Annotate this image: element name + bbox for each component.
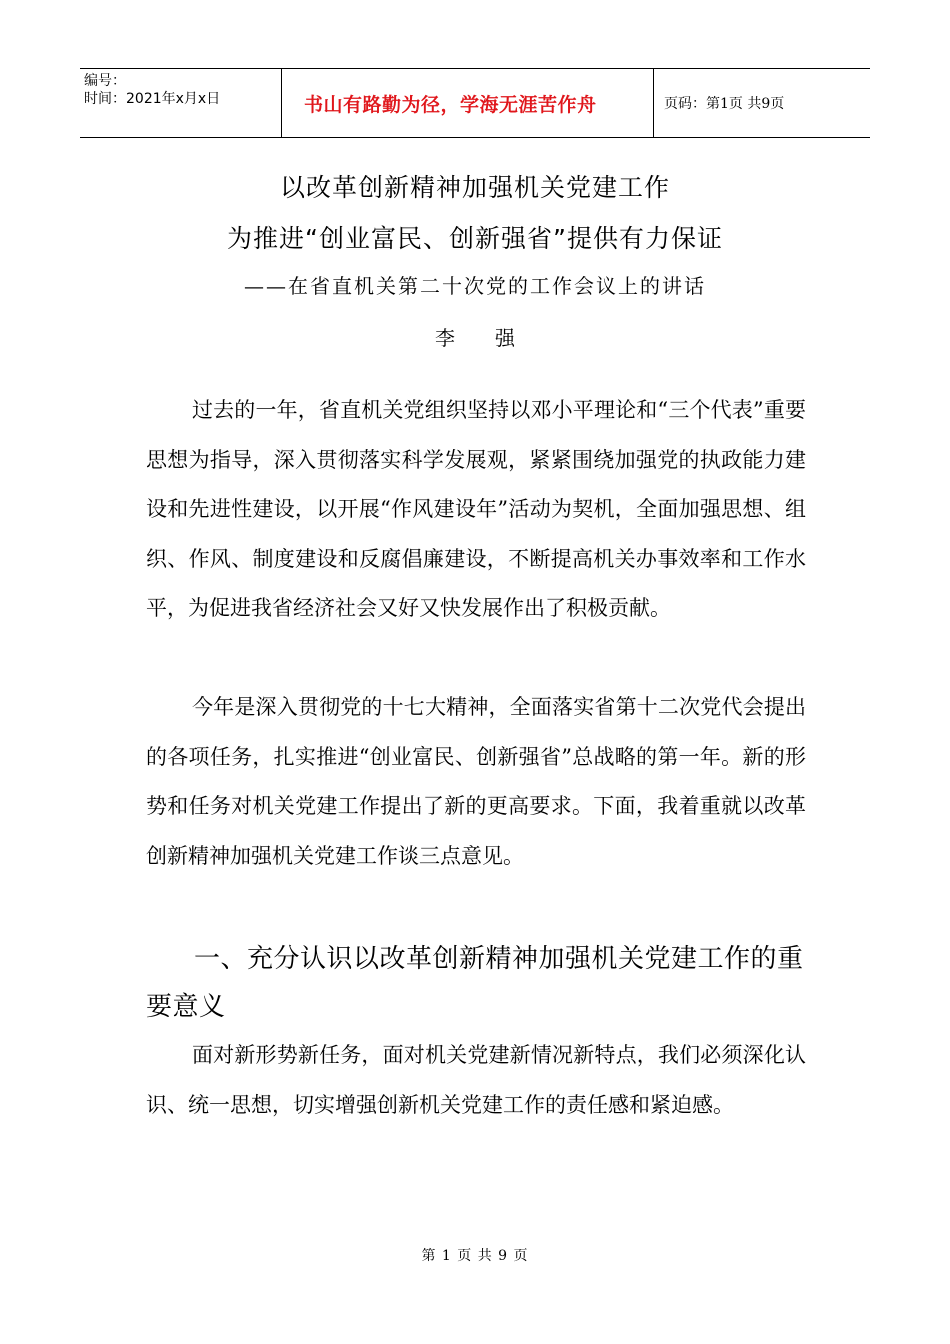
section-heading: 一、充分认识以改革创新精神加强机关党建工作的重要意义 — [146, 944, 804, 1022]
document-number-label: 编号： — [84, 73, 126, 89]
body-paragraph: 过去的一年，省直机关党组织坚持以邓小平理论和“三个代表”重要思想为指导，深入贯彻落实科学发展观，紧紧围绕加强党的执政能力建设和先进性建设，以开展“作风建设年”活动为契机，全面加强思想、组织、作风、制度建设和反腐倡廉建设，不断提高机关办事效率和工作水平，为促进我省经济社会又好又快发展作出了积极贡献。 — [146, 398, 806, 620]
document-title-line2: 为推进“创业富民、创新强省”提供有力保证 — [227, 224, 723, 253]
header-motto-cell — [282, 69, 654, 137]
header-page-cell — [654, 69, 870, 137]
document-subtitle: ——在省直机关第二十次党的工作会议上的讲话 — [244, 274, 706, 298]
body-paragraph: 面对新形势新任务，面对机关党建新情况新特点，我们必须深化认识、统一思想，切实增强创新机关党建工作的责任感和紧迫感。 — [146, 1043, 806, 1117]
body-paragraph: 今年是深入贯彻党的十七大精神，全面落实省第十二次党代会提出的各项任务，扎实推进“创业富民、创新强省”总战略的第一年。新的形势和任务对机关党建工作提出了新的更高要求。下面，我着重就以改革创新精神加强机关党建工作谈三点意见。 — [146, 695, 806, 868]
header-table — [80, 68, 870, 138]
document-time-label: 时间：2021年x月x日 — [84, 91, 221, 107]
header-page-info: 页码：第1页 共9页 — [664, 96, 785, 112]
header-motto: 书山有路勤为径，学海无涯苦作舟 — [304, 93, 597, 116]
document-author: 李强 — [435, 326, 555, 350]
header-meta-cell — [80, 69, 282, 137]
page-footer: 第 1 页 共 9 页 — [421, 1248, 529, 1264]
document-title-line1: 以改革创新精神加强机关党建工作 — [279, 173, 670, 202]
